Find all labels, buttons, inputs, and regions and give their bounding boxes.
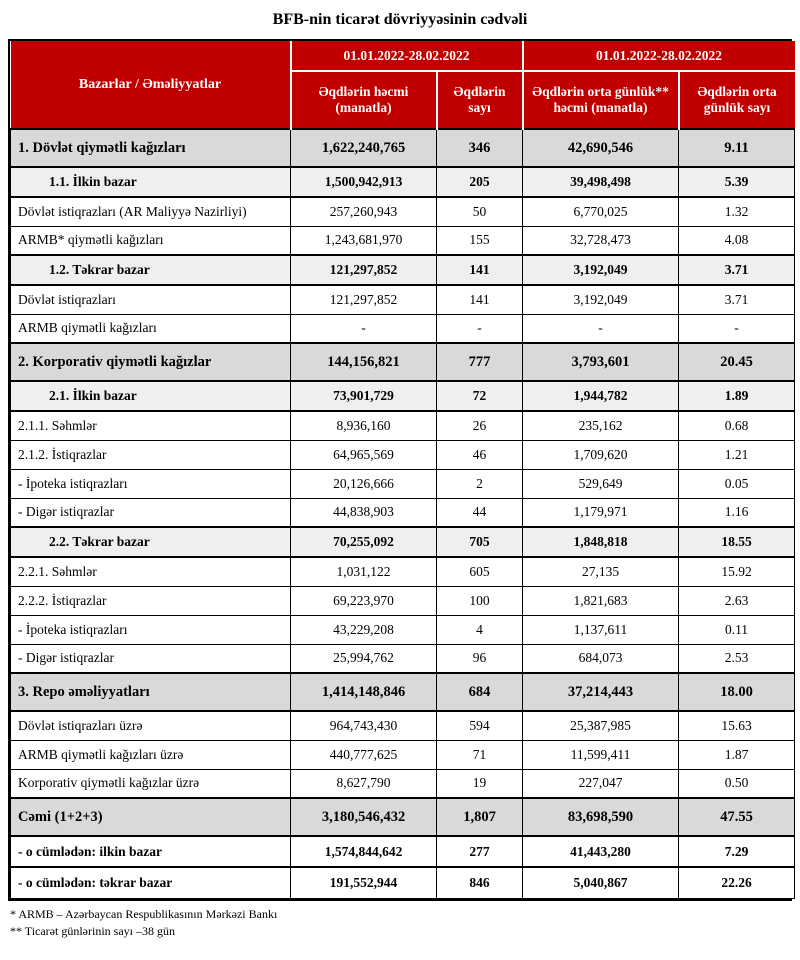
row-value: 1,821,683 xyxy=(523,586,679,615)
row-value: 0.68 xyxy=(679,411,795,440)
row-value: 18.55 xyxy=(679,527,795,557)
row-value: 1.16 xyxy=(679,498,795,527)
header-avg-daily-volume: Əqdlərin orta günlük** həcmi (manatla) xyxy=(523,71,679,129)
table-row xyxy=(11,644,795,673)
row-value: 44,838,903 xyxy=(291,498,437,527)
row-value: 27,135 xyxy=(523,557,679,586)
table-row xyxy=(11,740,795,769)
row-value: 41,443,280 xyxy=(523,836,679,867)
row-value: 964,743,430 xyxy=(291,711,437,740)
row-value: 846 xyxy=(437,867,523,898)
row-value: 1,500,942,913 xyxy=(291,167,437,197)
header-avg-daily-count: Əqdlərin orta günlük sayı xyxy=(679,71,795,129)
row-value: 50 xyxy=(437,197,523,226)
table-row xyxy=(11,440,795,469)
row-value: 1,243,681,970 xyxy=(291,226,437,255)
table-row xyxy=(11,711,795,740)
table-row xyxy=(11,498,795,527)
row-value: 191,552,944 xyxy=(291,867,437,898)
row-value: 2.53 xyxy=(679,644,795,673)
row-value: 144,156,821 xyxy=(291,343,437,381)
row-value: 37,214,443 xyxy=(523,673,679,711)
row-value: 1,179,971 xyxy=(523,498,679,527)
row-label: Dövlət istiqrazları xyxy=(11,285,291,314)
row-value: 684,073 xyxy=(523,644,679,673)
row-value: 257,260,943 xyxy=(291,197,437,226)
row-value: 11,599,411 xyxy=(523,740,679,769)
row-value: 440,777,625 xyxy=(291,740,437,769)
footnote-trading-days: ** Ticarət günlərinin sayı –38 gün xyxy=(10,923,175,938)
footnote-armb: * ARMB – Azərbaycan Respublikasının Mərkəzi Bankı xyxy=(10,906,278,921)
table-header xyxy=(11,41,795,129)
row-value: 205 xyxy=(437,167,523,197)
row-label: 2.2.1. Səhmlər xyxy=(11,557,291,586)
table-row xyxy=(11,285,795,314)
table-row xyxy=(11,836,795,867)
row-value: 18.00 xyxy=(679,673,795,711)
row-value: 0.05 xyxy=(679,469,795,498)
row-label: 1.2. Təkrar bazar xyxy=(11,255,291,285)
row-value: 155 xyxy=(437,226,523,255)
row-value: 39,498,498 xyxy=(523,167,679,197)
table-row xyxy=(11,381,795,411)
row-label: 1.1. İlkin bazar xyxy=(11,167,291,197)
row-value: 25,994,762 xyxy=(291,644,437,673)
row-label: - Digər istiqrazlar xyxy=(11,498,291,527)
row-value: 1.87 xyxy=(679,740,795,769)
table-row xyxy=(11,314,795,343)
row-value: 1,709,620 xyxy=(523,440,679,469)
row-value: 1,031,122 xyxy=(291,557,437,586)
row-value: 26 xyxy=(437,411,523,440)
row-value: 64,965,569 xyxy=(291,440,437,469)
row-label: 2.1. İlkin bazar xyxy=(11,381,291,411)
row-value: 277 xyxy=(437,836,523,867)
row-value: 47.55 xyxy=(679,798,795,836)
table-row xyxy=(11,615,795,644)
row-label: - o cümlədən: təkrar bazar xyxy=(11,867,291,898)
row-label: Dövlət istiqrazları üzrə xyxy=(11,711,291,740)
row-value: 684 xyxy=(437,673,523,711)
row-value: 3.71 xyxy=(679,255,795,285)
row-value: 1,944,782 xyxy=(523,381,679,411)
row-value: 7.29 xyxy=(679,836,795,867)
row-value: 0.11 xyxy=(679,615,795,644)
row-value: 46 xyxy=(437,440,523,469)
table-row xyxy=(11,343,795,381)
row-value: 19 xyxy=(437,769,523,798)
row-value: 1,848,818 xyxy=(523,527,679,557)
header-deal-count: Əqdlərin sayı xyxy=(437,71,523,129)
row-label: ARMB qiymətli kağızları xyxy=(11,314,291,343)
table-row xyxy=(11,867,795,898)
row-value: 141 xyxy=(437,285,523,314)
header-deal-volume: Əqdlərin həcmi (manatla) xyxy=(291,71,437,129)
row-value: 3.71 xyxy=(679,285,795,314)
row-value: 5.39 xyxy=(679,167,795,197)
row-value: 1.21 xyxy=(679,440,795,469)
trade-turnover-table xyxy=(8,39,792,901)
row-value: 42,690,546 xyxy=(523,129,679,167)
row-value: 705 xyxy=(437,527,523,557)
row-value: 15.63 xyxy=(679,711,795,740)
row-label: 2.1.2. İstiqrazlar xyxy=(11,440,291,469)
data-table xyxy=(10,41,795,899)
row-label: - İpoteka istiqrazları xyxy=(11,615,291,644)
row-value: 20,126,666 xyxy=(291,469,437,498)
row-label: 3. Repo əməliyyatları xyxy=(11,673,291,711)
row-value: 100 xyxy=(437,586,523,615)
row-value: 0.50 xyxy=(679,769,795,798)
row-value: 605 xyxy=(437,557,523,586)
row-value: 1,622,240,765 xyxy=(291,129,437,167)
row-value: 529,649 xyxy=(523,469,679,498)
row-value: 72 xyxy=(437,381,523,411)
row-value: 20.45 xyxy=(679,343,795,381)
row-value: 777 xyxy=(437,343,523,381)
row-label: 2.2.2. İstiqrazlar xyxy=(11,586,291,615)
table-row xyxy=(11,527,795,557)
row-value: 1,574,844,642 xyxy=(291,836,437,867)
row-value: 1.89 xyxy=(679,381,795,411)
header-period-1: 01.01.2022-28.02.2022 xyxy=(291,41,523,71)
table-row xyxy=(11,769,795,798)
row-value: - xyxy=(679,314,795,343)
footnotes xyxy=(10,906,790,941)
row-value: 3,192,049 xyxy=(523,285,679,314)
row-label: - Digər istiqrazlar xyxy=(11,644,291,673)
row-label: ARMB* qiymətli kağızları xyxy=(11,226,291,255)
row-value: 4 xyxy=(437,615,523,644)
row-value: - xyxy=(523,314,679,343)
table-row xyxy=(11,226,795,255)
row-value: 4.08 xyxy=(679,226,795,255)
row-value: 346 xyxy=(437,129,523,167)
header-period-2: 01.01.2022-28.02.2022 xyxy=(523,41,795,71)
row-value: 141 xyxy=(437,255,523,285)
row-value: 121,297,852 xyxy=(291,285,437,314)
row-label: Cəmi (1+2+3) xyxy=(11,798,291,836)
table-row xyxy=(11,197,795,226)
row-label: - İpoteka istiqrazları xyxy=(11,469,291,498)
row-value: 235,162 xyxy=(523,411,679,440)
table-row xyxy=(11,411,795,440)
row-value: 6,770,025 xyxy=(523,197,679,226)
row-label: Dövlət istiqrazları (AR Maliyyə Nazirliyi) xyxy=(11,197,291,226)
table-row xyxy=(11,255,795,285)
row-value: 5,040,867 xyxy=(523,867,679,898)
row-value: 1,807 xyxy=(437,798,523,836)
table-row xyxy=(11,557,795,586)
row-label: Korporativ qiymətli kağızlar üzrə xyxy=(11,769,291,798)
row-value: 121,297,852 xyxy=(291,255,437,285)
row-value: 32,728,473 xyxy=(523,226,679,255)
row-label: 2.2. Təkrar bazar xyxy=(11,527,291,557)
row-value: 3,180,546,432 xyxy=(291,798,437,836)
table-row xyxy=(11,129,795,167)
row-value: 44 xyxy=(437,498,523,527)
table-row xyxy=(11,673,795,711)
row-value: 69,223,970 xyxy=(291,586,437,615)
row-value: 70,255,092 xyxy=(291,527,437,557)
row-value: 96 xyxy=(437,644,523,673)
header-markets-operations: Bazarlar / Əməliyyatlar xyxy=(11,41,291,129)
page-title: BFB-nin ticarət dövriyyəsinin cədvəli xyxy=(272,11,528,28)
row-value: 3,192,049 xyxy=(523,255,679,285)
row-value: 73,901,729 xyxy=(291,381,437,411)
row-value: 3,793,601 xyxy=(523,343,679,381)
row-label: ARMB qiymətli kağızları üzrə xyxy=(11,740,291,769)
row-value: 25,387,985 xyxy=(523,711,679,740)
row-value: 2.63 xyxy=(679,586,795,615)
row-value: 594 xyxy=(437,711,523,740)
table-row xyxy=(11,586,795,615)
table-row xyxy=(11,798,795,836)
row-label: 1. Dövlət qiymətli kağızları xyxy=(11,129,291,167)
header-period-row xyxy=(11,41,795,71)
row-value: 227,047 xyxy=(523,769,679,798)
row-value: - xyxy=(291,314,437,343)
table-row xyxy=(11,469,795,498)
row-value: 2 xyxy=(437,469,523,498)
row-value: 43,229,208 xyxy=(291,615,437,644)
row-value: 9.11 xyxy=(679,129,795,167)
row-value: 1,414,148,846 xyxy=(291,673,437,711)
row-value: 8,627,790 xyxy=(291,769,437,798)
row-value: 1.32 xyxy=(679,197,795,226)
table-body xyxy=(11,129,795,898)
row-label: 2.1.1. Səhmlər xyxy=(11,411,291,440)
row-value: - xyxy=(437,314,523,343)
table-row xyxy=(11,167,795,197)
row-value: 1,137,611 xyxy=(523,615,679,644)
row-value: 15.92 xyxy=(679,557,795,586)
row-value: 71 xyxy=(437,740,523,769)
row-label: 2. Korporativ qiymətli kağızlar xyxy=(11,343,291,381)
row-value: 83,698,590 xyxy=(523,798,679,836)
row-value: 8,936,160 xyxy=(291,411,437,440)
row-value: 22.26 xyxy=(679,867,795,898)
row-label: - o cümlədən: ilkin bazar xyxy=(11,836,291,867)
